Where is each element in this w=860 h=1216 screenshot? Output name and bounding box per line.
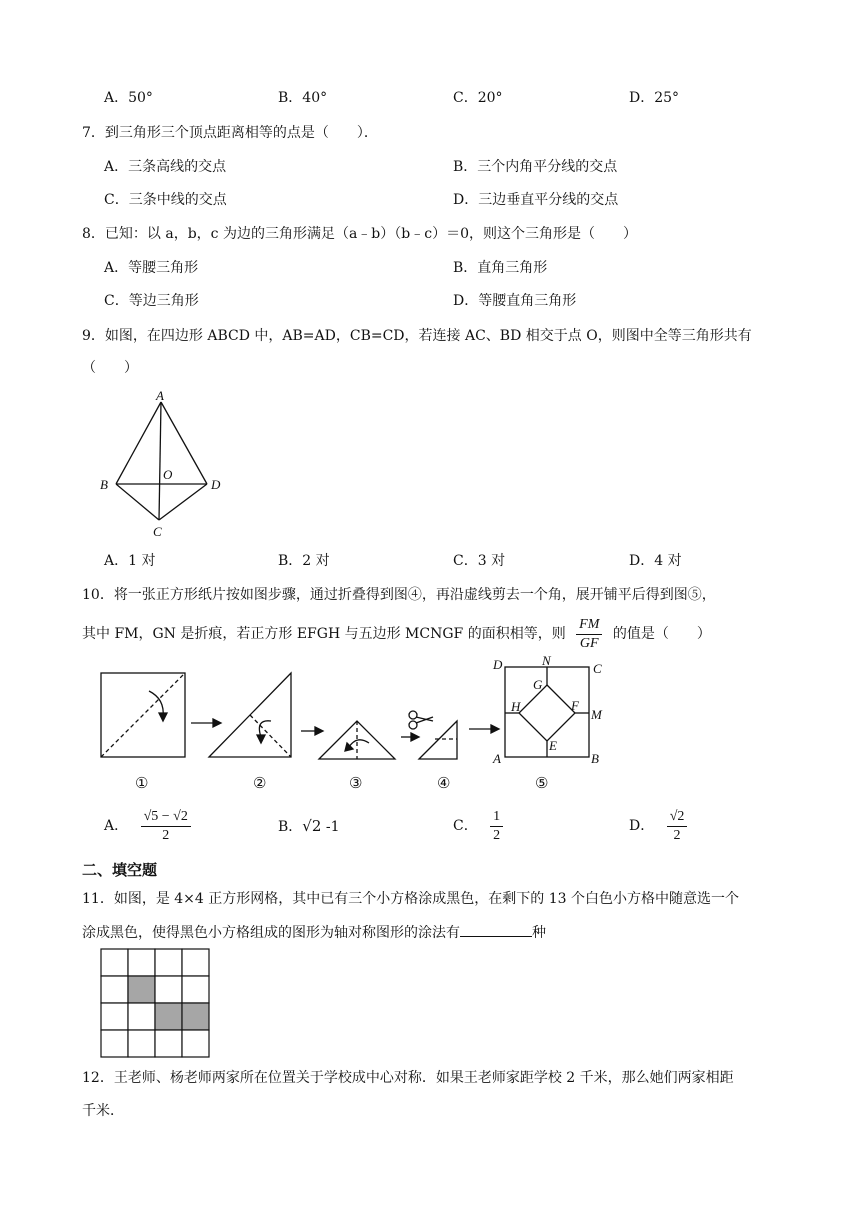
q10-option-d-fraction xyxy=(667,808,688,845)
q7-stem: 7．到三角形三个顶点距离相等的点是（ ）． xyxy=(82,125,378,141)
grid-cell xyxy=(101,1030,128,1057)
q11-stem-line2-pre: 涂成黑色，使得黑色小方格组成的图形为轴对称图形的涂法有 xyxy=(82,925,460,941)
grid-cell-shaded xyxy=(182,1003,209,1030)
grid-cell xyxy=(155,1030,182,1057)
q10-fraction-num: FM xyxy=(576,616,602,635)
q9-label-c: C xyxy=(153,524,162,539)
q10-option-b-value: √2 xyxy=(302,817,322,835)
grid-cell xyxy=(155,949,182,976)
grid-cell xyxy=(182,1030,209,1057)
q8-option-c: C．等边三角形 xyxy=(104,293,199,309)
q10-option-a-fraction xyxy=(141,808,191,845)
grid-cell xyxy=(182,949,209,976)
q9-kite-figure xyxy=(95,388,235,543)
q9-option-d: D．4 对 xyxy=(629,553,682,569)
q11-stem-line1: 11．如图，是 4×4 正方形网格，其中已有三个小方格涂成黑色，在剩下的 13 个白色小方格中随意选一个 xyxy=(82,891,739,907)
q10-option-c-num: 1 xyxy=(490,808,503,827)
q12-stem-line2: 千米． xyxy=(82,1103,124,1119)
q11-grid-figure xyxy=(100,948,212,1058)
q10-step-5-label: ⑤ xyxy=(535,776,549,792)
q10-option-b-suffix: -1 xyxy=(321,819,340,835)
q10-fraction-den: GF xyxy=(579,635,599,651)
section-title-fill-in: 二、填空题 xyxy=(82,861,158,879)
q10-step-3-label: ③ xyxy=(349,776,363,792)
q10-stem-line2-pre: 其中 FM，GN 是折痕，若正方形 EFGH 与五边形 MCNGF 的面积相等，则 xyxy=(82,626,566,642)
grid-cell-shaded xyxy=(155,1003,182,1030)
q10-option-b-prefix: B． xyxy=(278,819,303,835)
q9-option-b: B．2 对 xyxy=(278,553,330,569)
q10-option-b xyxy=(278,814,340,839)
q10-label-h: H xyxy=(511,699,521,714)
q10-label-a: A xyxy=(493,751,501,766)
grid-cell xyxy=(128,1003,155,1030)
q10-option-d-prefix: D． xyxy=(629,818,655,834)
grid-cell-shaded xyxy=(128,976,155,1003)
q10-label-f: F xyxy=(571,698,579,713)
q10-option-c xyxy=(453,806,503,846)
q9-label-a: A xyxy=(156,388,164,403)
q10-option-d-den: 2 xyxy=(673,827,681,843)
q10-step-4-label: ④ xyxy=(437,776,451,792)
q10-stem-line2-post: 的值是（ ） xyxy=(612,626,711,642)
q9-label-o: O xyxy=(163,467,173,482)
q9-label-b: B xyxy=(100,477,108,492)
q7-option-b: B．三个内角平分线的交点 xyxy=(453,159,618,175)
q9-stem-line2: （ ） xyxy=(82,360,138,376)
q10-label-d: D xyxy=(493,657,503,672)
q7-option-d: D．三边垂直平分线的交点 xyxy=(453,192,619,208)
q10-folding-steps-figure xyxy=(95,655,615,795)
q9-option-c: C．3 对 xyxy=(453,553,506,569)
q10-option-a-den: 2 xyxy=(162,827,170,843)
q10-label-e: E xyxy=(549,738,557,753)
grid-cell xyxy=(155,976,182,1003)
q6-option-a: A．50° xyxy=(104,90,153,106)
q8-option-a: A．等腰三角形 xyxy=(104,260,199,276)
q10-label-b: B xyxy=(591,751,599,766)
q6-option-d: D．25° xyxy=(629,90,680,106)
q9-stem-line1: 9．如图，在四边形 ABCD 中，AB=AD，CB=CD，若连接 AC、BD 相交于点 O，则图中全等三角形共有 xyxy=(82,328,752,344)
grid-cell xyxy=(128,949,155,976)
q10-option-d xyxy=(629,806,687,846)
q6-option-c: C．20° xyxy=(453,90,503,106)
q7-option-a: A．三条高线的交点 xyxy=(104,159,227,175)
q8-option-d: D．等腰直角三角形 xyxy=(453,293,577,309)
q9-option-a: A．1 对 xyxy=(104,553,156,569)
grid-cell xyxy=(101,976,128,1003)
q10-label-c: C xyxy=(593,661,602,676)
q10-label-g: G xyxy=(533,677,543,692)
q10-label-n: N xyxy=(542,655,551,668)
q12-stem-line1: 12．王老师、杨老师两家所在位置关于学校成中心对称．如果王老师家距学校 2 千米，那么她们两家相距 xyxy=(82,1070,734,1086)
q10-option-a xyxy=(104,806,191,846)
q8-stem: 8．已知：以 a，b，c 为边的三角形满足（a﹣b）（b﹣c）＝0，则这个三角形是（ ） xyxy=(82,226,637,242)
q7-option-c: C．三条中线的交点 xyxy=(104,192,227,208)
grid-cell xyxy=(101,1003,128,1030)
q10-option-a-prefix: A． xyxy=(104,818,129,834)
q11-stem-line2-post: 种 xyxy=(532,925,546,941)
q10-option-c-prefix: C． xyxy=(453,818,478,834)
q8-option-b: B．直角三角形 xyxy=(453,260,548,276)
q11-stem-line2 xyxy=(82,922,546,943)
grid-cell xyxy=(182,976,209,1003)
q10-label-m: M xyxy=(591,707,602,722)
q10-option-c-fraction xyxy=(490,808,503,845)
q10-option-c-den: 2 xyxy=(493,827,501,843)
grid-cell xyxy=(101,949,128,976)
q10-stem-line2 xyxy=(82,614,711,654)
grid-cell xyxy=(128,1030,155,1057)
q11-answer-blank[interactable] xyxy=(460,922,532,937)
q9-label-d: D xyxy=(211,477,221,492)
q10-fraction xyxy=(576,616,602,653)
q10-step-1-label: ① xyxy=(135,776,149,792)
q10-stem-line1: 10．将一张正方形纸片按如图步骤，通过折叠得到图④，再沿虚线剪去一个角，展开铺平后得到图⑤， xyxy=(82,587,716,603)
q6-option-b: B．40° xyxy=(278,90,328,106)
q10-step-2-label: ② xyxy=(253,776,267,792)
q10-option-a-num: √5 − √2 xyxy=(141,808,191,827)
q10-option-d-num: √2 xyxy=(667,808,688,827)
